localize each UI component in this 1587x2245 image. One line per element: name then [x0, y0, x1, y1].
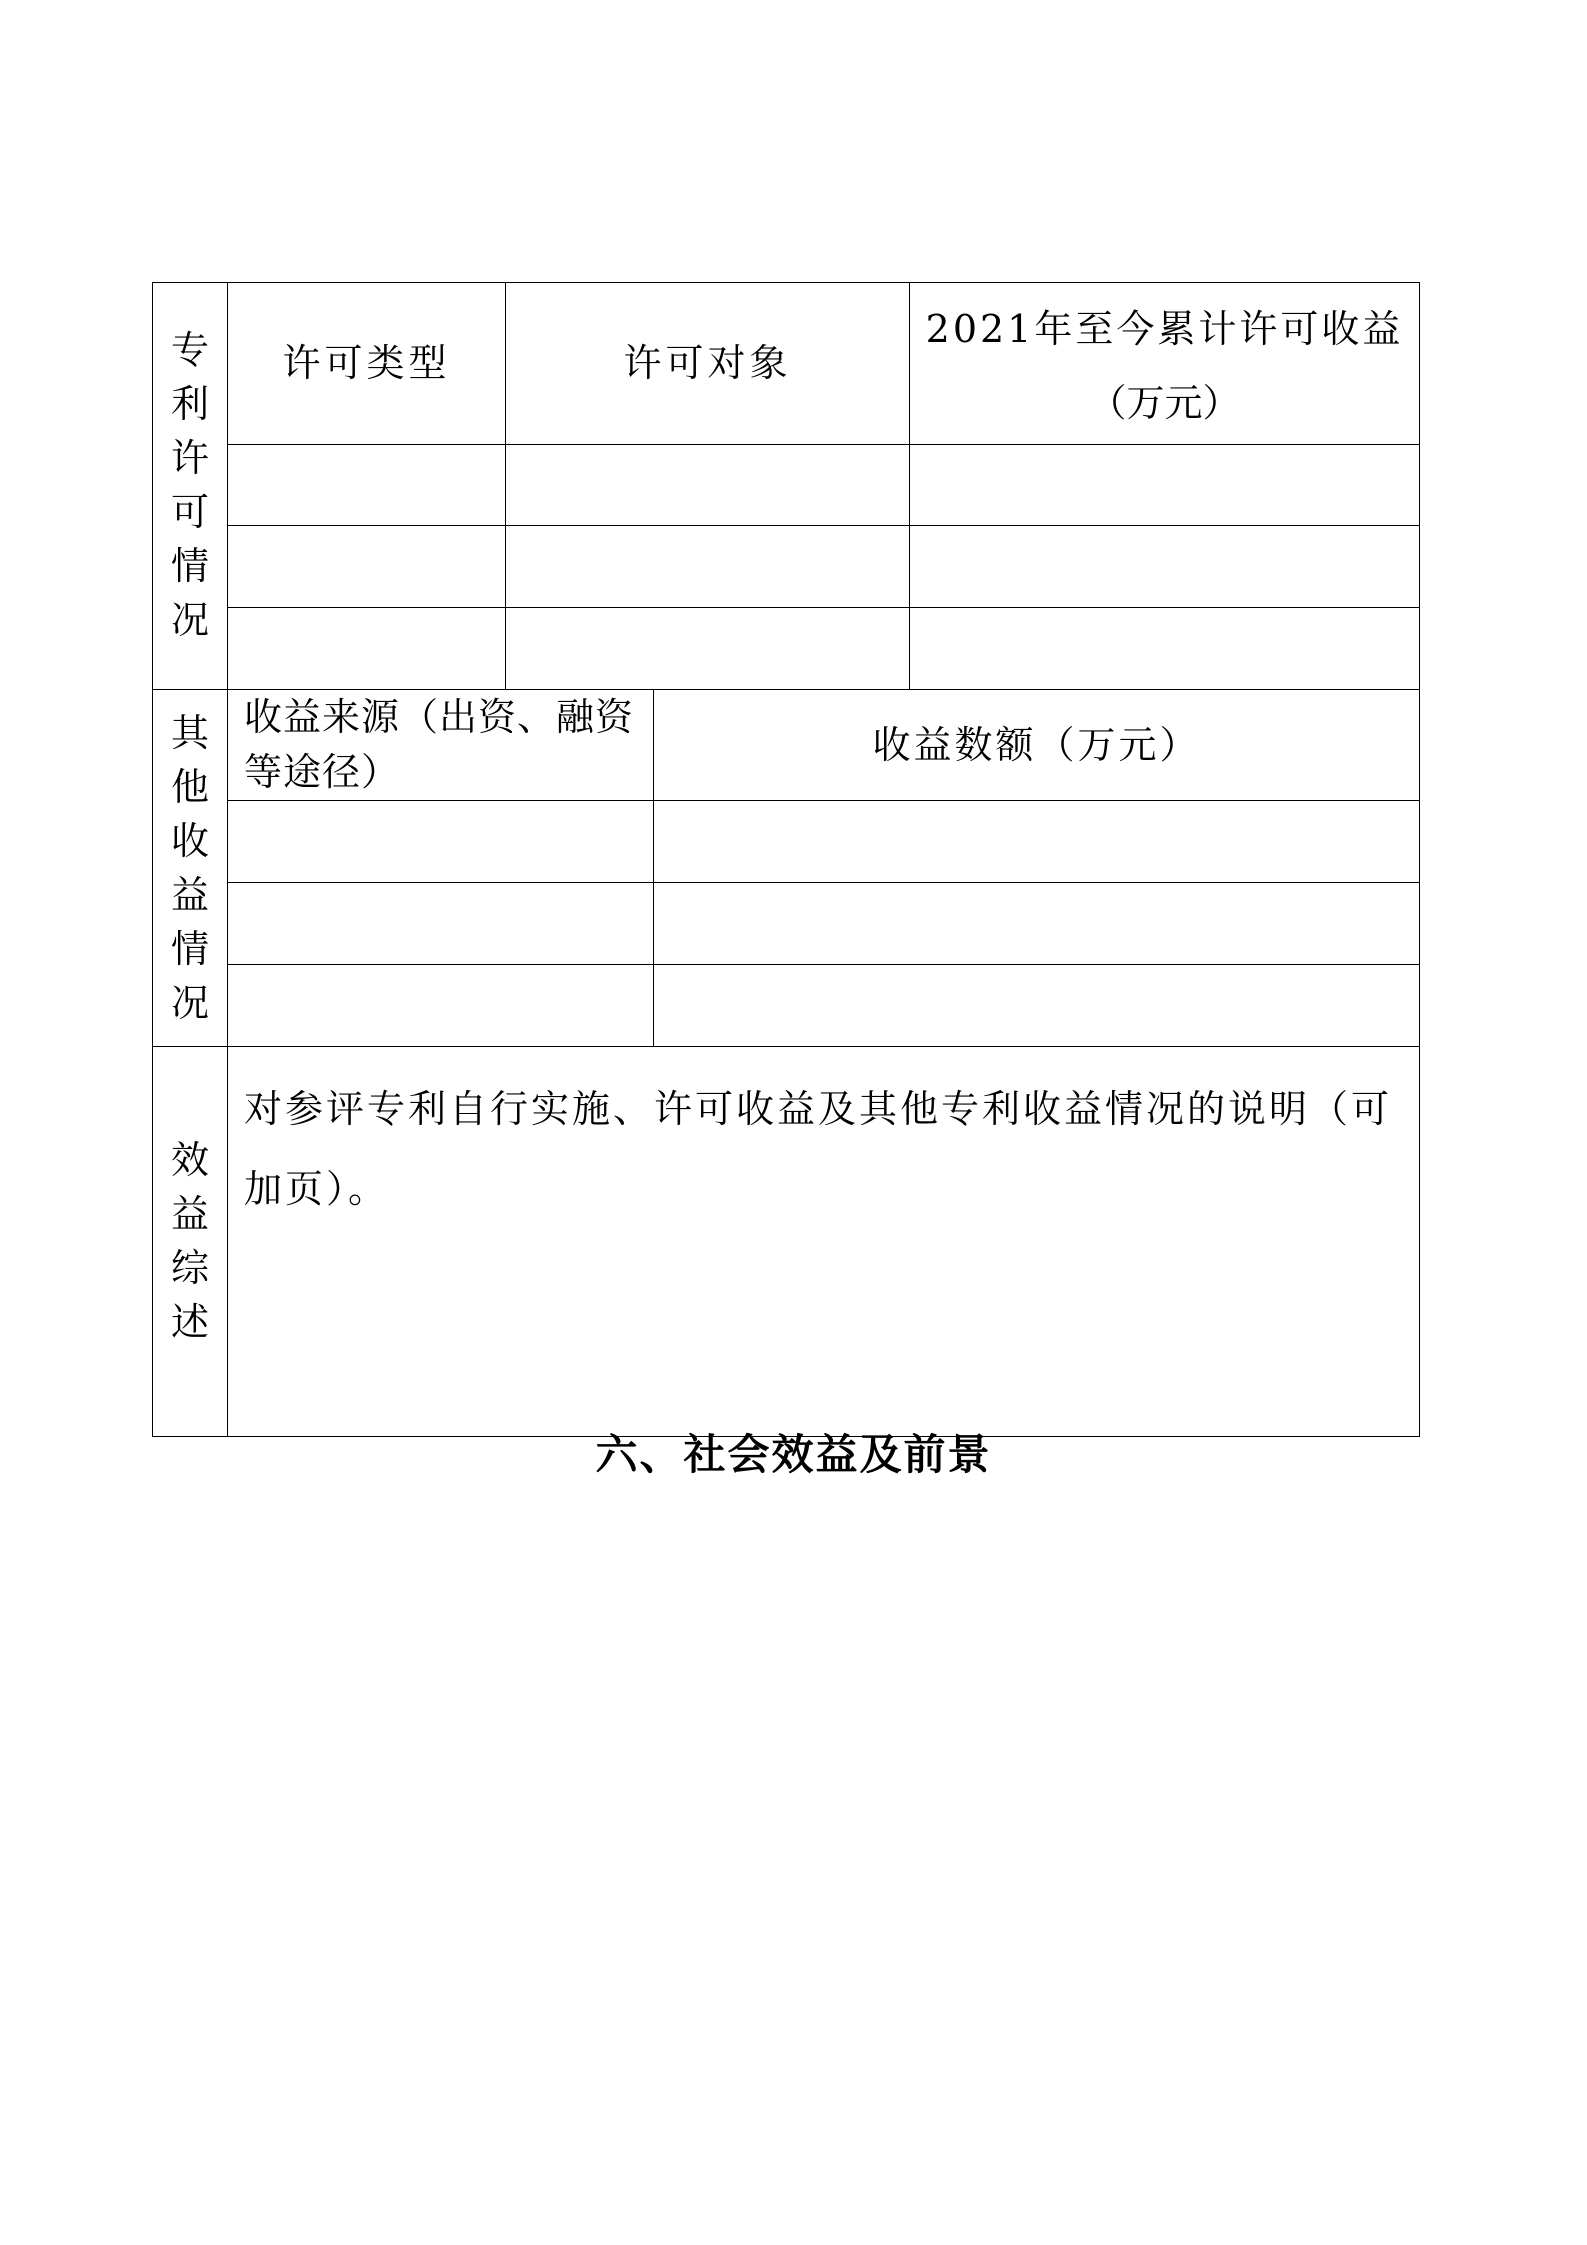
license-income-cell[interactable]	[910, 608, 1420, 690]
benefit-form-table	[152, 282, 1420, 1437]
license-section-label-cell	[153, 283, 228, 690]
table-row	[153, 801, 1420, 883]
other-income-section-label-cell	[153, 690, 228, 1047]
other-income-section-label: 其他收益情况	[170, 710, 209, 1025]
license-target-cell[interactable]	[506, 445, 910, 526]
income-amount-cell[interactable]	[654, 801, 1420, 883]
table-row	[153, 965, 1420, 1047]
license-type-cell[interactable]	[228, 526, 506, 608]
summary-row	[153, 1047, 1420, 1437]
other-income-header-row	[153, 690, 1420, 801]
license-type-header: 许可类型	[228, 283, 506, 445]
license-target-cell[interactable]	[506, 526, 910, 608]
summary-section-label: 效益综述	[170, 1138, 209, 1345]
section-heading: 六、社会效益及前景	[595, 1430, 992, 1479]
income-source-cell[interactable]	[228, 801, 654, 883]
license-income-header-line1: 2021年至今累计许可收益	[925, 306, 1404, 351]
summary-section-label-cell	[153, 1047, 228, 1437]
table-row	[153, 608, 1420, 690]
license-target-cell[interactable]	[506, 608, 910, 690]
income-amount-header: 收益数额（万元）	[654, 690, 1420, 801]
license-header-row	[153, 283, 1420, 445]
income-source-cell[interactable]	[228, 965, 654, 1047]
license-income-header-line2: （万元）	[1088, 380, 1241, 425]
license-income-cell[interactable]	[910, 526, 1420, 608]
license-type-cell[interactable]	[228, 445, 506, 526]
table-row	[153, 526, 1420, 608]
income-amount-cell[interactable]	[654, 965, 1420, 1047]
license-section-label: 专利许可情况	[170, 328, 209, 643]
license-target-header: 许可对象	[506, 283, 910, 445]
summary-text-cell[interactable]: 对参评专利自行实施、许可收益及其他专利收益情况的说明（可加页）。	[228, 1047, 1420, 1437]
income-source-cell[interactable]	[228, 883, 654, 965]
table-row	[153, 445, 1420, 526]
table-row	[153, 883, 1420, 965]
license-income-header	[910, 283, 1420, 445]
license-type-cell[interactable]	[228, 608, 506, 690]
license-income-cell[interactable]	[910, 445, 1420, 526]
income-amount-cell[interactable]	[654, 883, 1420, 965]
income-source-header: 收益来源（出资、融资等途径）	[228, 690, 654, 801]
